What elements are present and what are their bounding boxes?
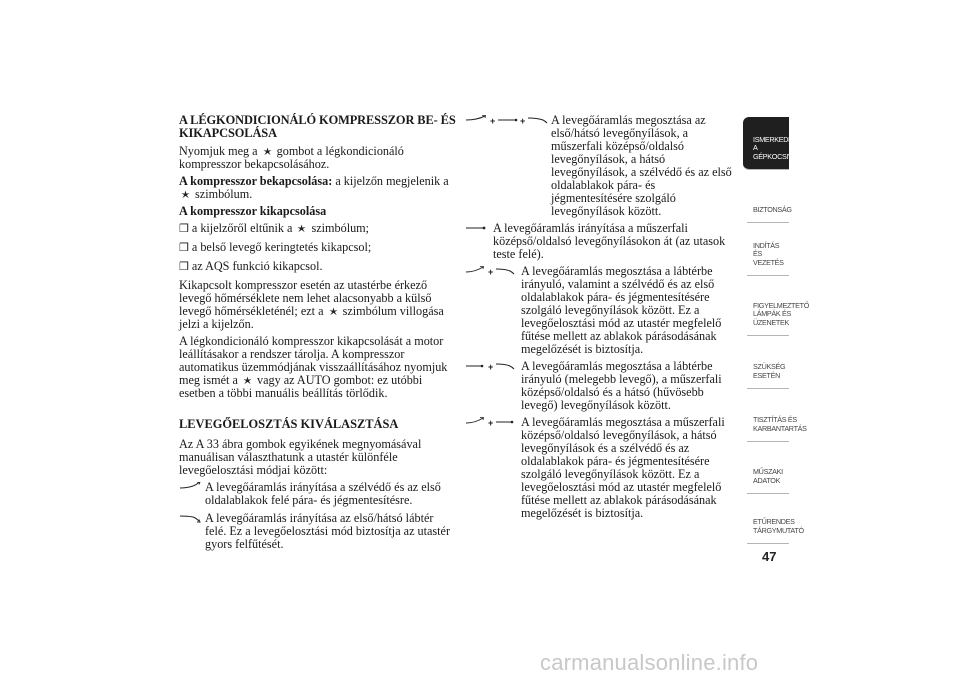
svg-text:+: + [488,267,494,276]
item-text: A levegőáramlás megosztása a műszerfali középső/oldalsó levegőnyílások, a hátsó levegőnyílások és a szélvédő és az oldalablakok pára- és jégmentesítésére szolgáló levegőnyílások között. Ez a levegőelosztási mód az utastér megfelelő fűtése mellett az ablakok párásodásának megelőzését is biztosítja. [521,415,725,520]
foot-dashboard-airflow-icon [465,361,517,371]
bold-label: A kompresszor bekapcsolása: [179,174,333,189]
footwell-airflow-icon [179,513,201,523]
bullet-item [179,260,456,274]
text-fragment: A légkondicionáló kompresszor kikapcsolását a motor leállításakor a rendszer tárolja. A kompresszor automatikus üzemmódjának visszaállításához nyomjuk meg ismét a [179,334,448,388]
tab-inditas[interactable] [747,223,789,276]
item-text: A levegőáramlás irányítása a műszerfali középső/oldalsó levegőnyílásokon át (az utasok teste felé). [493,221,726,261]
tab-biztonsag[interactable] [747,170,792,223]
paragraph-compressor-memory [179,335,456,400]
paragraph-compressor-on [179,175,456,201]
combined-airflow-icon [465,115,549,125]
text-fragment: szimbólum. [195,187,253,202]
checkbox-bullet-icon: ❒ [179,261,189,274]
item-text: A levegőáramlás megosztása az első/hátsó levegőnyílások, a műszerfali középső/oldalsó levegőnyílások, a hátsó levegőnyílások, a szélvédő és az első oldalablakok pára- és jégmentesítésére szolgáló levegőnyílások között. [551,113,732,218]
foot-windshield-airflow-icon [465,266,517,276]
paragraph-compressor-off-title: A kompresszor kikapcsolása [179,204,327,219]
tab-label: MŰSZAKI ADATOK [753,467,783,485]
section-heading-compressor: A LÉGKONDICIONÁLÓ KOMPRESSZOR BE- ÉS KIKAPCSOLÁSA [179,113,456,140]
text-fragment: szimbólum; [311,221,370,236]
item-text: A levegőáramlás megosztása a lábtérbe irányuló, valamint a szélvédő és az első oldalablakok pára- és jégmentesítésére szolgáló levegőnyílások között. Ez a levegőelosztási mód az utastér megfelelő fűtése mellett az ablakok párásodásának megelőzését is biztosítja. [521,264,722,356]
chapter-tabs [747,117,810,544]
tab-figyelmezteto[interactable] [747,276,810,336]
tab-label: BIZTONSÁG [753,204,792,214]
windshield-airflow-icon [179,482,201,492]
checkbox-bullet-icon: ❒ [179,242,189,255]
ac-fan-icon [243,375,252,384]
checkbox-bullet-icon: ❒ [179,223,189,236]
ac-fan-icon [181,189,190,198]
distribution-item-dash-vents [465,222,735,261]
svg-text:+: + [488,418,494,427]
dashboard-airflow-icon [465,223,489,233]
tab-label: FIGYELMEZTETŐ LÁMPÁK ÉS ÜZENETEK [753,300,810,327]
distribution-item-footwell [179,512,456,551]
tab-targymutato[interactable] [747,494,804,544]
tab-szukseg[interactable] [747,336,789,389]
tab-label: SZÜKSÉG ESETÉN [753,362,786,380]
item-text: A levegőáramlás irányítása az első/hátsó lábtér felé. Ez a levegőelosztási mód biztosítja az utastér gyors felfűtését. [205,511,451,552]
bullet-item [179,222,456,236]
svg-text:+: + [520,116,526,125]
tab-tisztitas[interactable] [747,389,807,442]
svg-text:+: + [488,362,494,371]
text-fragment: vagy az AUTO gombot: ez utóbbi esetben a többi manuális beállítás törlődik. [179,373,423,401]
distribution-item-foot-dash [465,360,735,412]
tab-label: ETŰRENDES TÁRGYMUTATÓ [753,517,804,535]
text-fragment: Nyomjuk meg a [179,144,258,159]
distribution-item-all-vents [465,114,735,218]
item-text: A levegőáramlás irányítása a szélvédő és az első oldalablakok felé pára- és jégmentesítésre. [205,480,441,508]
section-heading-air-distribution: LEVEGŐELOSZTÁS KIVÁLASZTÁSA [179,417,399,432]
right-column [465,114,735,524]
left-column [179,114,456,556]
ac-fan-icon [297,223,306,232]
distribution-item-dash-windshield [465,416,735,520]
paragraph-press-button [179,145,456,171]
distribution-item-windshield [179,481,456,507]
dashboard-windshield-airflow-icon [465,417,517,427]
tab-muszaki[interactable] [747,442,789,494]
ac-fan-icon [329,306,338,315]
text-fragment: a kijelzőről eltűnik a [191,221,293,236]
item-text: A levegőáramlás megosztása a lábtérbe irányuló (melegebb levegő), a műszerfali középső/oldalsó és a hátsó (hűvösebb levegő) levegőnyílások között. [521,359,722,412]
text-fragment: szimbólum villogása jelzi a kijelzőn. [179,304,444,332]
tab-ismerkedes[interactable] [743,117,801,170]
bullet-item [179,241,456,255]
distribution-item-foot-windshield [465,265,735,356]
text-fragment: gombot a légkondicionáló kompresszor bekapcsolásához. [179,144,404,172]
ac-fan-icon [263,146,272,155]
tab-label: INDÍTÁS ÉS VEZETÉS [753,240,784,267]
text-fragment: a belső levegő keringtetés kikapcsol; [191,240,372,255]
text-fragment: az AQS funkció kikapcsol. [191,259,323,274]
tab-label: TISZTÍTÁS ÉS KARBANTARTÁS [753,415,807,433]
text-fragment: a kijelzőn megjelenik a [332,174,449,189]
text-fragment: Kikapcsolt kompresszor esetén az utastérbe érkező levegő hőmérséklete nem lehet alacsonyabb a külső levegő hőmérsékleténél; ezt a [179,278,432,319]
tab-label: ISMERKEDÉS A GÉPKOCSIVAL [753,134,801,161]
svg-text:+: + [490,116,496,125]
watermark: carmanualsonline.info [540,650,759,675]
paragraph-compressor-off-info [179,279,456,331]
paragraph-distribution-intro: Az A 33 ábra gombok egyikének megnyomásával manuálisan választhatunk a utastér különféle levegőelosztási módjai között: [179,437,422,478]
page-number: 47 [762,549,777,564]
